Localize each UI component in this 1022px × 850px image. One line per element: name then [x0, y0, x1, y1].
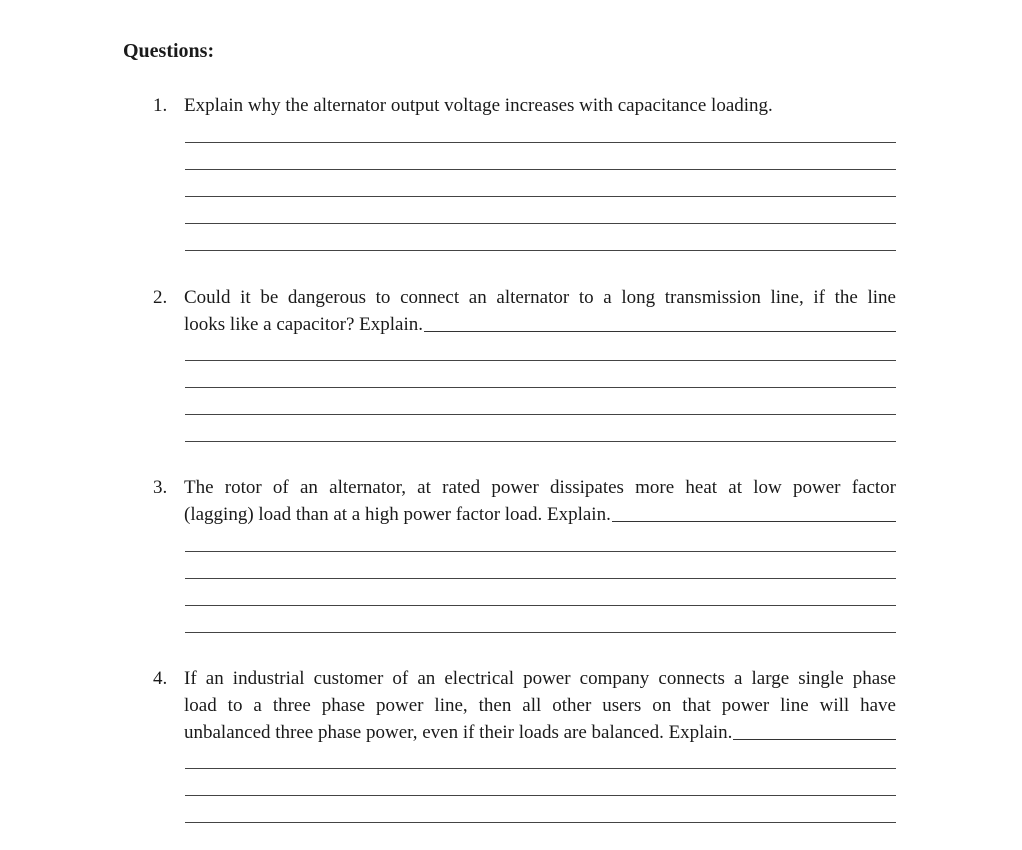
answer-line[interactable]: [185, 142, 896, 143]
answer-line[interactable]: [185, 632, 896, 633]
question-4-line-3-text: unbalanced three phase power, even if their loads are balanced. Explain.: [184, 722, 733, 743]
answer-line[interactable]: [185, 360, 896, 361]
question-1-number: 1.: [153, 95, 168, 116]
answer-line[interactable]: [185, 578, 896, 579]
answer-line[interactable]: [185, 387, 896, 388]
question-2-line-2-text: looks like a capacitor? Explain.: [184, 314, 423, 335]
question-4-text: [184, 665, 896, 746]
question-1-text: [184, 92, 896, 119]
question-4-line-2: load to a three phase power line, then all other users on that power line will have: [184, 695, 896, 716]
question-4-line-3: [184, 719, 896, 746]
answer-line[interactable]: [733, 739, 896, 740]
question-3-line-2-text: (lagging) load than at a high power factor load. Explain.: [184, 504, 611, 525]
question-3-number: 3.: [153, 477, 168, 498]
question-2-number: 2.: [153, 287, 168, 308]
answer-line[interactable]: [185, 605, 896, 606]
question-3-line-2: [184, 501, 896, 528]
answer-line[interactable]: [185, 169, 896, 170]
answer-line[interactable]: [185, 795, 896, 796]
answer-line[interactable]: [185, 822, 896, 823]
question-1-line-1: Explain why the alternator output voltage increases with capacitance loading.: [184, 95, 773, 116]
question-3-line-1: The rotor of an alternator, at rated power dissipates more heat at low power factor: [184, 477, 896, 498]
question-4-line-1: If an industrial customer of an electrical power company connects a large single phase: [184, 668, 896, 689]
question-3-text: [184, 474, 896, 528]
questions-heading: Questions:: [123, 40, 215, 62]
answer-line[interactable]: [612, 521, 896, 522]
answer-line[interactable]: [185, 441, 896, 442]
answer-line[interactable]: [185, 196, 896, 197]
question-4-number: 4.: [153, 668, 168, 689]
question-2-text: [184, 284, 896, 338]
question-2-line-2: [184, 311, 896, 338]
answer-line[interactable]: [424, 331, 896, 332]
answer-line[interactable]: [185, 250, 896, 251]
answer-line[interactable]: [185, 551, 896, 552]
answer-line[interactable]: [185, 414, 896, 415]
question-2-line-1: Could it be dangerous to connect an alternator to a long transmission line, if the line: [184, 287, 896, 308]
answer-line[interactable]: [185, 768, 896, 769]
answer-line[interactable]: [185, 223, 896, 224]
